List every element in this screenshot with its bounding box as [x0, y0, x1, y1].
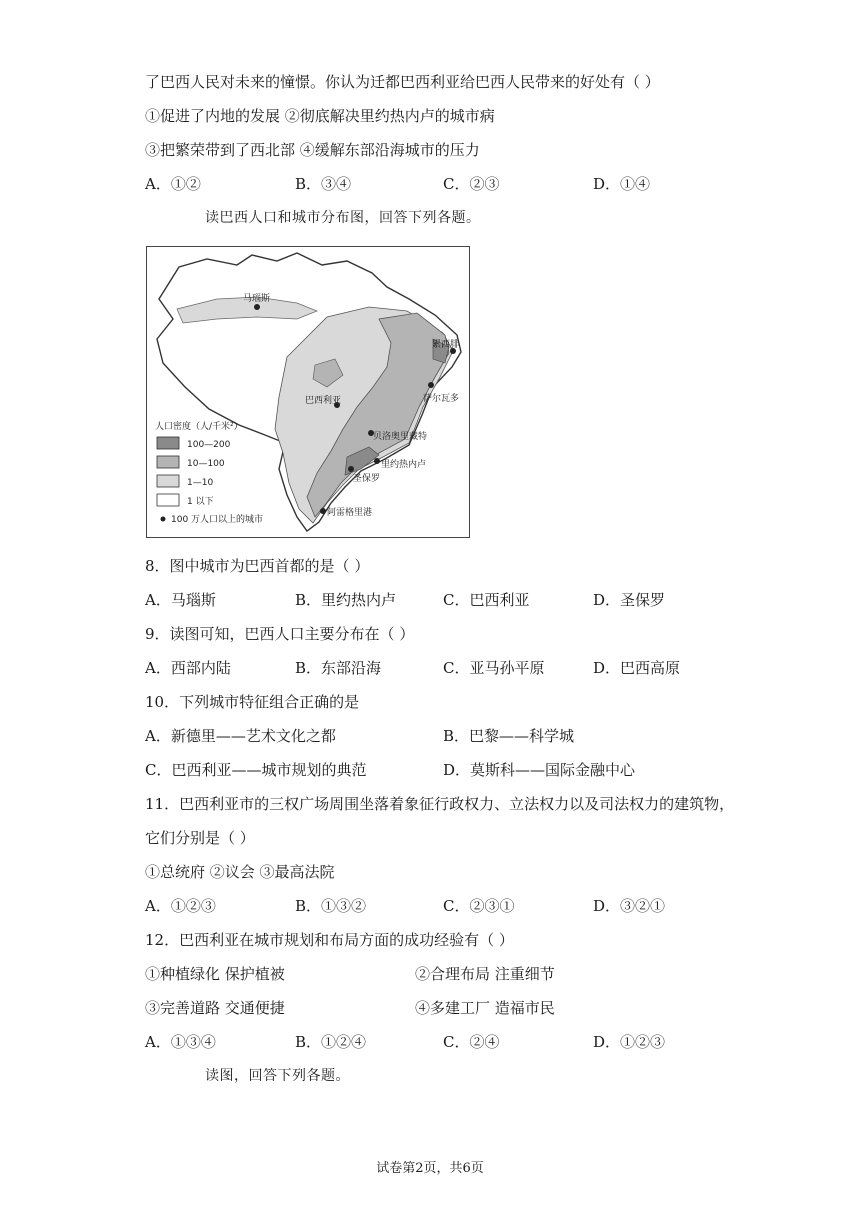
q11-items: ①总统府 ②议会 ③最高法院: [145, 863, 335, 881]
map-intro: 读巴西人口和城市分布图，回答下列各题。: [205, 210, 481, 226]
next-intro: 读图，回答下列各题。: [205, 1068, 350, 1084]
q10-option-b: B．巴黎——科学城: [443, 727, 575, 745]
city-dot-rio: [374, 458, 380, 464]
q12-option-a: A．①③④: [145, 1033, 216, 1051]
legend-label-sparse: 1 以下: [187, 497, 214, 507]
q8-stem: 8．图中城市为巴西首都的是（ ）: [145, 557, 370, 575]
city-label-brasilia: 巴西利亚: [305, 396, 342, 406]
q7-items-line2: ③把繁荣带到了西北部 ④缓解东部沿海城市的压力: [145, 141, 480, 159]
q11-option-a: A．①②③: [145, 897, 216, 915]
city-label-porto-alegre: 阿雷格里港: [327, 508, 373, 518]
city-label-sao-paulo: 圣保罗: [353, 474, 381, 484]
q9-option-b: B．东部沿海: [295, 659, 382, 677]
q12-option-c: C．②④: [443, 1033, 500, 1051]
q11-option-b: B．①③②: [295, 897, 367, 915]
q11-stem-line1: 11．巴西利亚市的三权广场周围坐落着象征行政权力、立法权力以及司法权力的建筑物，: [145, 795, 735, 813]
q10-option-a: A．新德里——艺术文化之都: [145, 727, 336, 745]
q9-option-d: D．巴西高原: [593, 659, 681, 677]
q7-option-a: A．①②: [145, 175, 201, 193]
legend-swatch-low: [157, 475, 179, 487]
q12-stem: 12．巴西利亚在城市规划和布局方面的成功经验有（ ）: [145, 931, 514, 949]
q10-stem: 10．下列城市特征组合正确的是: [145, 693, 360, 711]
q11-stem-line2: 它们分别是（ ）: [145, 829, 255, 847]
legend-label-low: 1—10: [187, 478, 214, 488]
q10-option-c: C．巴西利亚——城市规划的典范: [145, 761, 367, 779]
legend-swatch-sparse: [157, 494, 179, 506]
q11-option-d: D．③②①: [593, 897, 666, 915]
q12-item-3: ③完善道路 交通便捷: [145, 999, 285, 1017]
city-label-belo-horizonte: 贝洛奥里藏特: [373, 432, 428, 442]
city-dot-salvador: [428, 382, 434, 388]
q7-option-b: B．③④: [295, 175, 352, 193]
legend-city-dot: [161, 517, 166, 522]
q7-items-line1: ①促进了内地的发展 ②彻底解决里约热内卢的城市病: [145, 107, 495, 125]
page-footer: 试卷第2页，共6页: [376, 1161, 484, 1176]
q7-stem: 了巴西人民对未来的憧憬。你认为迁都巴西利亚给巴西人民带来的好处有（ ）: [145, 73, 660, 91]
q8-option-c: C．巴西利亚: [443, 591, 530, 609]
q12-option-b: B．①②④: [295, 1033, 367, 1051]
q7-option-d: D．①④: [593, 175, 651, 193]
city-label-rio: 里约热内卢: [381, 460, 427, 470]
legend-title: 人口密度（人/千米²）: [155, 422, 243, 432]
brazil-population-map: [146, 246, 470, 538]
city-label-manaus: 马瑙斯: [243, 294, 271, 304]
legend-swatch-medium: [157, 456, 179, 468]
legend-label-high: 100—200: [187, 440, 231, 450]
city-label-recife: 累西腓: [432, 340, 460, 350]
q12-item-2: ②合理布局 注重细节: [415, 965, 555, 983]
q9-option-c: C．亚马孙平原: [443, 659, 545, 677]
city-dot-manaus: [254, 304, 260, 310]
q9-option-a: A．西部内陆: [145, 659, 231, 677]
q9-stem: 9．读图可知，巴西人口主要分布在（ ）: [145, 625, 415, 643]
legend-label-medium: 10—100: [187, 459, 225, 469]
legend-swatch-high: [157, 437, 179, 449]
q8-option-d: D．圣保罗: [593, 591, 666, 609]
city-dot-porto-alegre: [320, 508, 326, 514]
q8-option-a: A．马瑙斯: [145, 591, 216, 609]
q12-item-1: ①种植绿化 保护植被: [145, 965, 285, 983]
q12-option-d: D．①②③: [593, 1033, 666, 1051]
city-label-salvador: 萨尔瓦多: [423, 394, 460, 404]
q10-option-d: D．莫斯科——国际金融中心: [443, 761, 636, 779]
q11-option-c: C．②③①: [443, 897, 515, 915]
q8-option-b: B．里约热内卢: [295, 591, 397, 609]
city-dot-sao-paulo: [348, 466, 354, 472]
legend-label-city: 100 万人口以上的城市: [171, 515, 264, 525]
q12-item-4: ④多建工厂 造福市民: [415, 999, 555, 1017]
q7-option-c: C．②③: [443, 175, 500, 193]
